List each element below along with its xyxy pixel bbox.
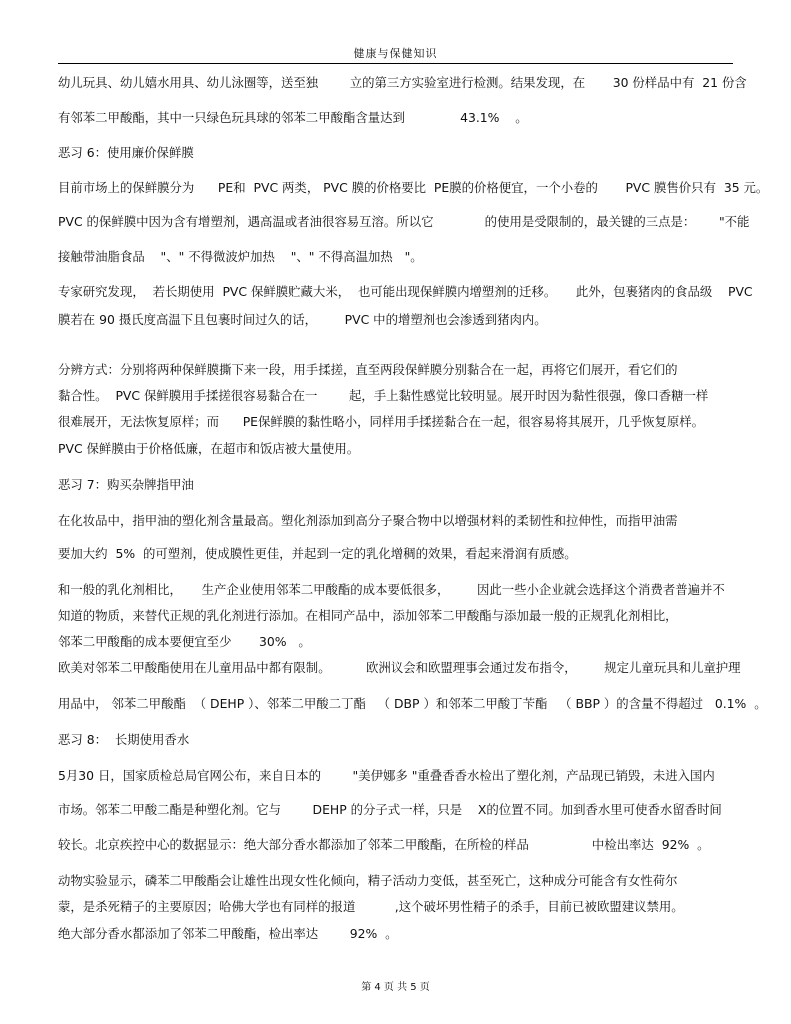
text-line: 动物实验显示，磷苯二甲酸酯会让雄性出现女性化倾向，精子活动力变低，甚至死亡，这种成分可能含有女性荷尔 — [58, 873, 678, 888]
text-line: 分辨方式：分别将两种保鲜膜撕下来一段，用手揉搓，直至两段保鲜膜分别黏合在一起，再将它们展开，看它们的 — [58, 362, 678, 377]
text-line: 和一般的乳化剂相比， 生产企业使用邻苯二甲酸酯的成本要低很多， 因此一些小企业就会选择这个消费者普遍并不 — [58, 582, 725, 597]
text-line: 用品中， 邻苯二甲酸酯 （ DEHP ）、邻苯二甲酸二丁酯 （ DBP ）和邻苯二甲酸丁苄酯 （ BBP ）的含量不得超过 0.1% 。 — [58, 696, 767, 711]
text-line: PVC 的保鲜膜中因为含有增塑剂，遇高温或者油很容易互溶。所以它 的使用是受限制的，最关键的三点是： "不能 — [58, 214, 750, 229]
text-line: 5月30 日，国家质检总局官网公布，来自日本的 "美伊娜多 "重叠香香水检出了塑化剂，产品现已销毁，未进入国内 — [58, 768, 715, 783]
text-line: 在化妆品中，指甲油的塑化剂含量最高。塑化剂添加到高分子聚合物中以增强材料的柔韧性和拉伸性，而指甲油需 — [58, 513, 678, 528]
text-line: 市场。邻苯二甲酸二酯是种塑化剂。它与 DEHP 的分子式一样，只是 X的位置不同。加到香水里可使香水留香时间 — [58, 802, 722, 817]
text-line: 膜若在 90 摄氏度高温下且包裹时间过久的话， PVC 中的增塑剂也会渗透到猪肉内。 — [58, 312, 547, 327]
text-line: 知道的物质，来替代正规的乳化剂进行添加。在相同产品中，添加邻苯二甲酸酯与添加最一般的正规乳化剂相比， — [58, 608, 678, 623]
text-line: 蒙，是杀死精子的主要原因；哈佛大学也有同样的报道 ,这个破坏男性精子的杀手，目前已被欧盟建议禁用。 — [58, 899, 684, 914]
text-line: 欧美对邻苯二甲酸酯使用在儿童用品中都有限制。 欧洲议会和欧盟理事会通过发布指令， 规定儿童玩具和儿童护理 — [58, 660, 741, 675]
text-line: 专家研究发现， 若长期使用 PVC 保鲜膜贮藏大米， 也可能出现保鲜膜内增塑剂的迁移。 此外，包裹猪肉的食品级 PVC — [58, 284, 753, 299]
page-footer-number: 第 4 页 共 5 页 — [361, 982, 430, 993]
page-header-title: 健康与保健知识 — [353, 47, 438, 60]
text-line: 绝大部分香水都添加了邻苯二甲酸酯，检出率达 92% 。 — [58, 926, 398, 941]
section-heading: 恶习 6：使用廉价保鲜膜 — [58, 145, 194, 160]
text-line: 幼儿玩具、幼儿嬉水用具、幼儿泳圈等，送至独 立的第三方实验室进行检测。结果发现，在 30 份样品中有 21 份含 — [58, 75, 747, 90]
text-line: 邻苯二甲酸酯的成本要便宜至少 30% 。 — [58, 634, 311, 649]
text-line: 很难展开，无法恢复原样；而 PE保鲜膜的黏性略小，同样用手揉搓黏合在一起，很容易将其展开，几乎恢复原样。 — [58, 414, 705, 429]
text-line: 黏合性。 PVC 保鲜膜用手揉搓很容易黏合在一 起，手上黏性感觉比较明显。展开时因为黏性很强，像口香糖一样 — [58, 388, 709, 403]
text-line: 接触带油脂食品 "、" 不得微波炉加热 "、" 不得高温加热 "。 — [58, 249, 423, 264]
text-line: 较长。北京疾控中心的数据显示：绝大部分香水都添加了邻苯二甲酸酯，在所检的样品 中检出率达 92% 。 — [58, 837, 710, 852]
header-divider — [58, 63, 733, 64]
text-line: PVC 保鲜膜由于价格低廉，在超市和饭店被大量使用。 — [58, 441, 360, 456]
text-line: 目前市场上的保鲜膜分为 PE和 PVC 两类， PVC 膜的价格要比 PE膜的价格便宜，一个小卷的 PVC 膜售价只有 35 元。 — [58, 180, 769, 195]
section-heading: 恶习 8： 长期使用香水 — [58, 732, 190, 747]
section-heading: 恶习 7：购买杂牌指甲油 — [58, 477, 194, 492]
text-line: 有邻苯二甲酸酯，其中一只绿色玩具球的邻苯二甲酸酯含量达到 43.1% 。 — [58, 110, 528, 125]
text-line: 要加大约 5% 的可塑剂，使成膜性更佳，并起到一定的乳化增稠的效果，看起来滑润有质感。 — [58, 546, 577, 561]
